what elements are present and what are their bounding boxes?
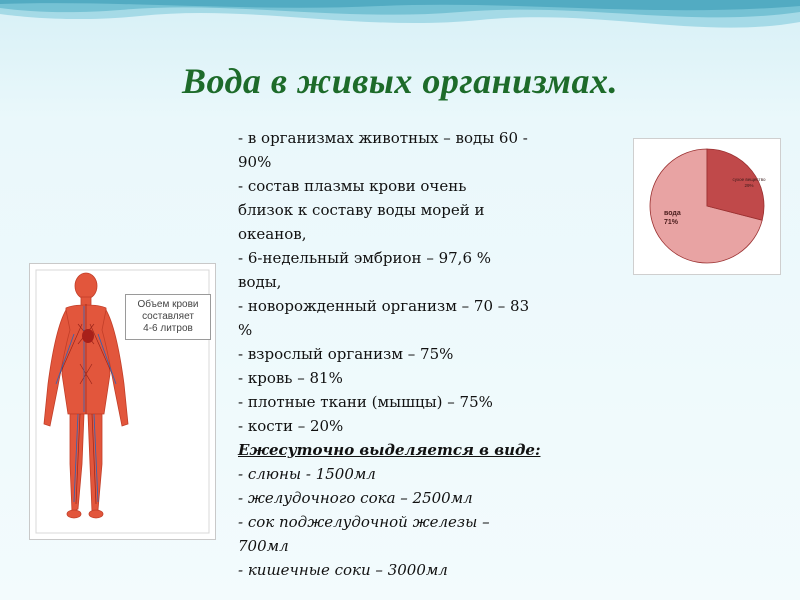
- pie-label-dry-matter: [729, 177, 769, 189]
- text-line: близок к составу воды морей и: [238, 201, 485, 219]
- pie-label-water: [664, 209, 681, 227]
- text-line: - новорожденный организм – 70 – 83: [238, 297, 530, 315]
- text-line: - плотные ткани (мышцы) – 75%: [238, 393, 493, 411]
- slide-title: Вода в живых организмах.: [182, 61, 618, 101]
- text-line: - взрослый организм – 75%: [238, 345, 454, 363]
- slice-name: сухое вещество: [732, 177, 766, 182]
- text-line: - состав плазмы крови очень: [238, 177, 467, 195]
- text-line: - слюны - 1500мл: [238, 465, 376, 483]
- content-text: [238, 126, 618, 582]
- text-line: - в организмах животных – воды 60 -: [238, 129, 528, 147]
- text-line: %: [238, 321, 253, 339]
- text-line: 90%: [238, 153, 272, 171]
- text-line: - желудочного сока – 2500мл: [238, 489, 473, 507]
- text-line: - кости – 20%: [238, 417, 344, 435]
- text-line: - кровь – 81%: [238, 369, 343, 387]
- text-line: океанов,: [238, 225, 307, 243]
- slice-value: 71%: [664, 219, 679, 226]
- slice-name: вода: [664, 210, 681, 217]
- text-line: - кишечные соки – 3000мл: [238, 561, 448, 579]
- pie-chart-card: [633, 138, 781, 275]
- text-line: - сок поджелудочной железы –: [238, 513, 490, 531]
- secretion-list: [238, 462, 618, 582]
- blood-volume-caption: [125, 294, 211, 340]
- water-content-list: [238, 126, 618, 438]
- caption-line: Объем крови: [137, 299, 199, 310]
- human-body-figure: [29, 263, 216, 540]
- slice-value: 29%: [744, 183, 754, 188]
- secretion-heading: Ежесуточно выделяется в виде:: [238, 441, 541, 459]
- text-line: воды,: [238, 273, 282, 291]
- text-line: - 6-недельный эмбрион – 97,6 %: [238, 249, 492, 267]
- caption-line: 4-6 литров: [143, 323, 193, 334]
- pie-chart: [634, 139, 780, 274]
- text-line: 700мл: [238, 537, 289, 555]
- wave-decoration: [0, 0, 800, 60]
- caption-line: составляет: [142, 311, 194, 322]
